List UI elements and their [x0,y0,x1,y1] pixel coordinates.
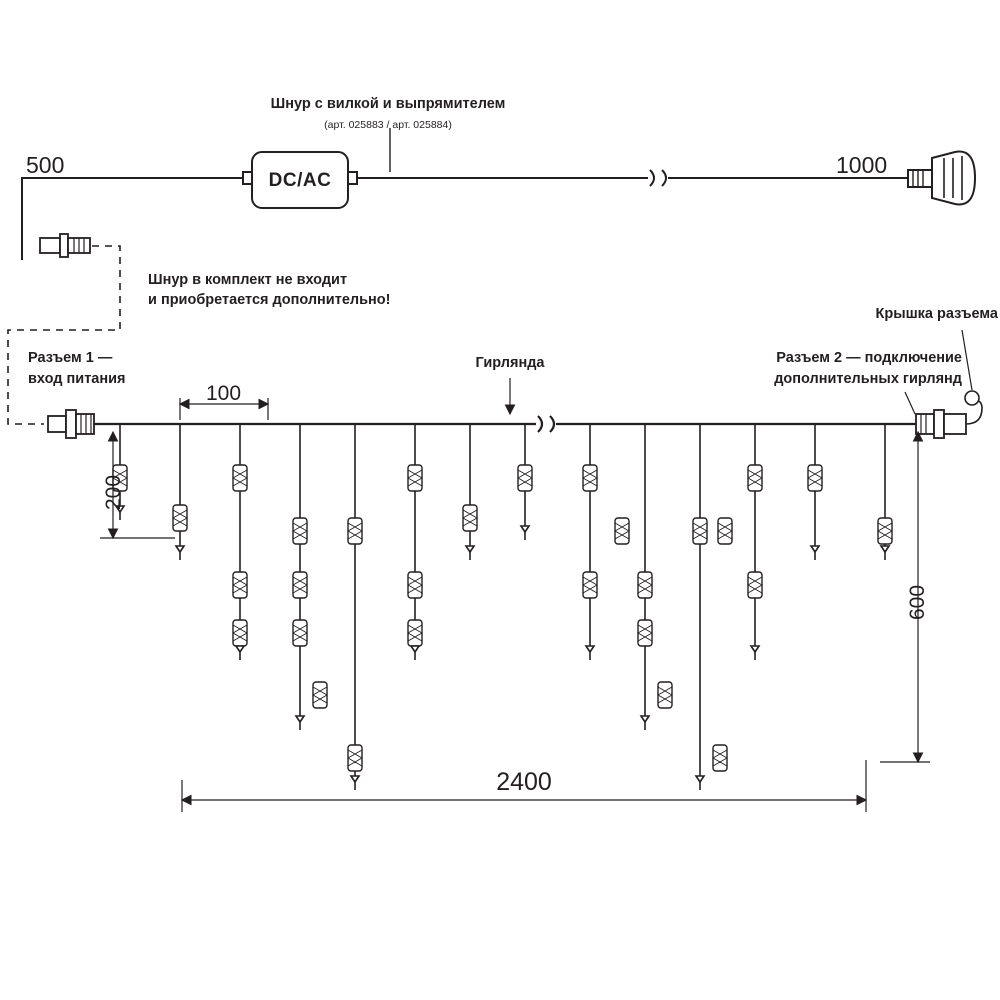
garland-connector-1 [48,410,94,438]
dim-short-drop: 200 [102,474,125,510]
cord-articles: (арт. 025883 / арт. 025884) [324,119,452,131]
adapter-label: DC/AC [268,170,332,191]
note-not-included-line2: и приобретается дополнительно! [148,292,391,308]
connector1-label-line2: вход питания [28,371,126,387]
dim-left-cord: 500 [26,152,65,178]
dim-long-drop: 600 [906,584,929,620]
garland-bus [92,416,918,432]
connector2-label-line1: Разъем 2 — подключение [776,350,962,366]
cord-label: Шнур с вилкой и выпрямителем [270,96,506,112]
led-drops [113,424,892,790]
garland-label: Гирлянда [475,355,545,371]
connector1-label-line1: Разъем 1 — [28,350,113,366]
cord-connector [40,234,90,257]
garland-connector-2 [916,391,982,438]
dim-total-width: 2400 [496,768,552,796]
dashed-connection [8,246,120,424]
power-cord-assembly [22,152,925,260]
connector-cap-label: Крышка разъема [875,306,998,322]
mains-plug [908,152,975,205]
note-not-included-line1: Шнур в комплект не входит [148,272,348,288]
dim-spacing: 100 [206,382,242,405]
connector2-label-line2: дополнительных гирлянд [774,371,962,387]
dim-right-cord: 1000 [836,152,888,178]
